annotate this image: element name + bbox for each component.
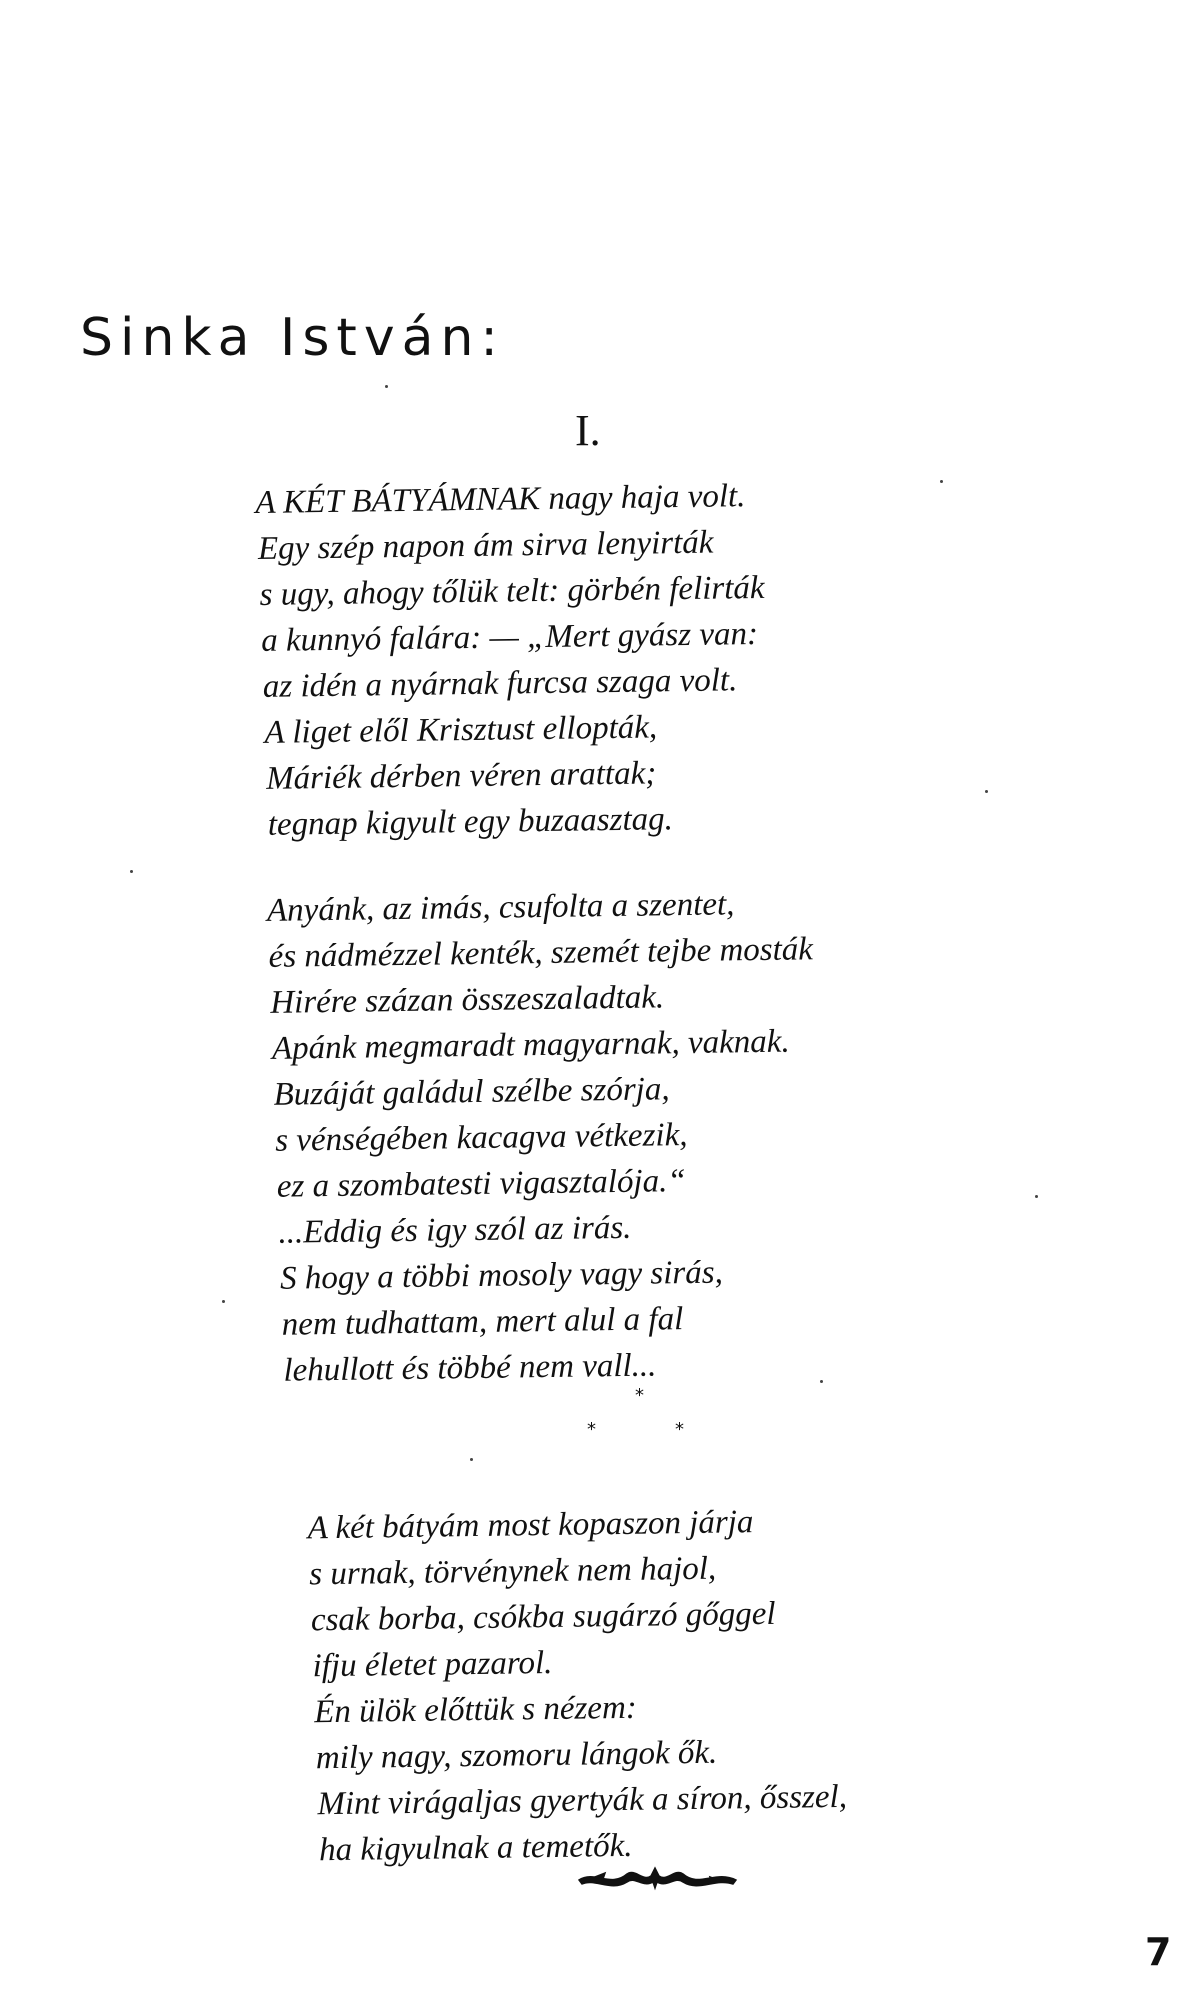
poem-section-numeral: I. <box>575 406 601 455</box>
poem-line: s vénségében kacagva vétkezik, <box>274 1117 688 1159</box>
poem-line: s urnak, törvénynek nem hajol, <box>309 1550 717 1593</box>
poem-line: Egy szép napon ám sirva lenyirták <box>257 524 714 567</box>
poem-line: A két bátyám most kopaszon járja <box>307 1504 754 1547</box>
stanza-3 <box>269 1496 994 1874</box>
poem-line: lehullott és többé nem vall... <box>283 1347 657 1389</box>
asterism-star: * <box>675 1419 684 1440</box>
poem-line: ifju életet pazarol. <box>312 1644 553 1685</box>
poem-body <box>255 470 994 1874</box>
stanza-1 <box>255 470 980 848</box>
poem-line: Hirére százan összeszaladtak. <box>270 979 665 1021</box>
poem-line: Máriék dérben véren arattak; <box>265 755 657 797</box>
poem-line: S hogy a többi mosoly vagy sirás, <box>279 1254 724 1297</box>
poem-line: mily nagy, szomoru lángok ők. <box>315 1734 718 1777</box>
poem-line: ...Eddig és igy szól az irás. <box>278 1209 632 1251</box>
poem-line: Apánk megmaradt magyarnak, vaknak. <box>271 1023 790 1067</box>
decorative-vignette-icon <box>575 1860 740 1894</box>
page-number: 7 <box>1145 1930 1172 1974</box>
poem-line: tegnap kigyult egy buzaasztag. <box>267 801 674 843</box>
print-speck <box>385 385 388 388</box>
poem-line: és nádmézzel kenték, szemét tejbe mosták <box>268 931 814 975</box>
print-speck <box>820 1380 823 1383</box>
print-speck <box>130 870 133 873</box>
print-speck <box>222 1300 225 1303</box>
print-speck <box>1035 1195 1038 1198</box>
poem-line: Én ülök előttük s nézem: <box>313 1689 638 1731</box>
asterism-star: * <box>587 1419 596 1440</box>
poem-line: csak borba, csókba sugárzó gőggel <box>310 1595 776 1639</box>
poem-line: A liget elől Krisztust ellopták, <box>264 709 658 751</box>
poem-line: Anyánk, az imás, csufolta a szentet, <box>266 886 735 929</box>
poem-line: ha kigyulnak a temetők. <box>318 1827 633 1869</box>
poem-line: s ugy, ahogy tőlük telt: görbén felirták <box>259 569 765 613</box>
author-heading: Sinka István: <box>80 308 505 368</box>
print-speck <box>940 480 943 483</box>
poem-line: Mint virágaljas gyertyák a síron, ősszel, <box>317 1778 848 1823</box>
poem-line: az idén a nyárnak furcsa szaga volt. <box>262 662 738 705</box>
poem-line: ez a szombatesti vigasztalója.“ <box>276 1163 686 1205</box>
poem-line: a kunnyó falára: — „Mert gyász van: <box>260 615 759 659</box>
stanza-2 <box>261 878 988 1394</box>
poem-line: A KÉT BÁTYÁMNAK nagy haja volt. <box>255 478 746 521</box>
print-speck <box>985 790 988 793</box>
poem-line: Buzáját galádul szélbe szórja, <box>273 1071 670 1113</box>
asterism-divider <box>555 1385 684 1445</box>
poem-line: nem tudhattam, mert alul a fal <box>281 1301 684 1343</box>
print-speck <box>470 1458 473 1461</box>
asterism-star: * <box>635 1385 644 1406</box>
